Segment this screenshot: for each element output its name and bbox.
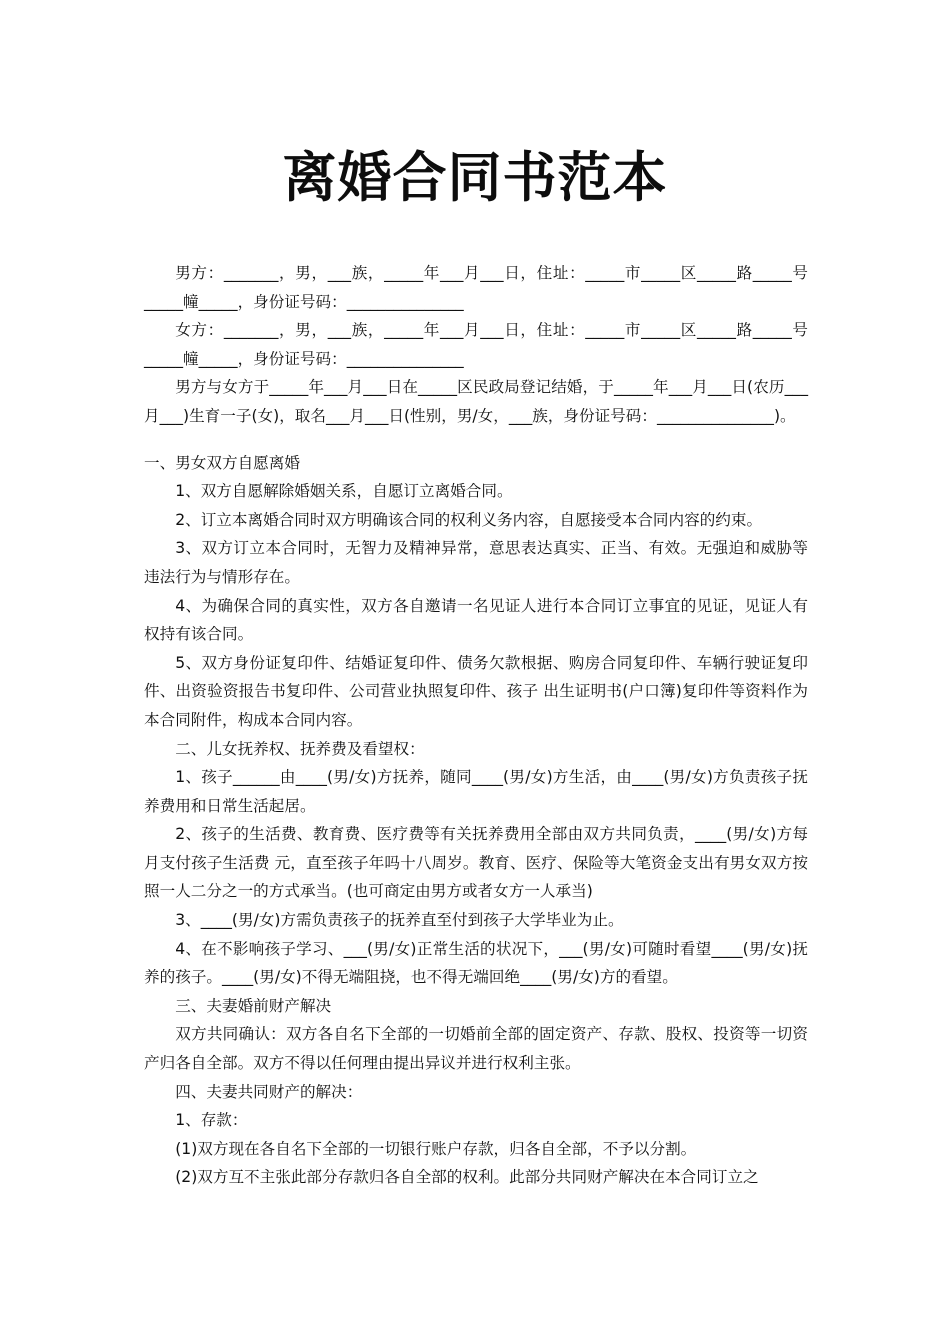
paragraph: 3、双方订立本合同时，无智力及精神异常，意思表达真实、正当、有效。无强迫和威胁等违法行为与情形存在。 <box>144 539 808 586</box>
document-title: 离婚合同书范本 <box>282 146 668 209</box>
paragraph: (1)双方现在各自名下全部的一切银行账户存款，归各自全部，不予以分割。 <box>175 1139 697 1158</box>
paragraph: 5、双方身份证复印件、结婚证复印件、债务欠款根据、购房合同复印件、车辆行驶证复印件、出资验资报告书复印件、公司营业执照复印件、孩子 出生证明书(户口簿)复印件等资料作为本合同附件，构成本合同内容。 <box>144 653 808 729</box>
paragraph: 女方：_______，男，___族，_____年___月___日，住址：_____市_____区_____路_____号_____幢_____，身份证号码：_______________ <box>144 321 808 368</box>
paragraph: 2、订立本离婚合同时双方明确该合同的权利义务内容，自愿接受本合同内容的约束。 <box>175 510 763 529</box>
paragraph: 一、男女双方自愿离婚 <box>144 453 300 472</box>
paragraph: 2、孩子的生活费、教育费、医疗费等有关抚养费用全部由双方共同负责，____(男/女)方每月支付孩子生活费 元，直至孩子年吗十八周岁。教育、医疗、保险等大笔资金支出有男女双方按照一人二分之一的方式承当。(也可商定由男方或者女方一人承当) <box>144 825 808 901</box>
paragraph: (2)双方互不主张此部分存款归各自全部的权利。此部分共同财产解决在本合同订立之 <box>175 1168 759 1187</box>
section-gap <box>144 431 808 449</box>
paragraph: 1、孩子______由____(男/女)方抚养，随同____(男/女)方生活，由____(男/女)方负责孩子抚养费用和日常生活起居。 <box>144 768 808 815</box>
paragraph: 男方与女方于_____年___月___日在_____区民政局登记结婚，于_____年___月___日(农历___月___)生育一子(女)，取名___月___日(性别，男/女，___族，身份证号码：_______________)。 <box>144 378 808 425</box>
paragraph: 3、____(男/女)方需负责孩子的抚养直至付到孩子大学毕业为止。 <box>175 911 624 930</box>
paragraph: 4、在不影响孩子学习、___(男/女)正常生活的状况下，___(男/女)可随时看望____(男/女)抚养的孩子。____(男/女)不得无端阻挠，也不得无端回绝____(男/女)方的看望。 <box>144 939 808 987</box>
paragraph: 1、存款： <box>175 1111 248 1130</box>
paragraph: 男方：_______，男，___族，_____年___月___日，住址：_____市_____区_____路_____号_____幢_____，身份证号码：_______________ <box>144 264 808 311</box>
paragraph: 双方共同确认：双方各自名下全部的一切婚前全部的固定资产、存款、股权、投资等一切资产归各自全部。双方不得以任何理由提出异议并进行权利主张。 <box>144 1025 808 1073</box>
paragraph: 三、夫妻婚前财产解决 <box>175 996 332 1015</box>
paragraph: 二、儿女抚养权、抚养费及看望权： <box>175 739 425 758</box>
paragraph: 1、双方自愿解除婚姻关系，自愿订立离婚合同。 <box>175 482 513 501</box>
paragraph: 4、为确保合同的真实性，双方各自邀请一名见证人进行本合同订立事宜的见证，见证人有权持有该合同。 <box>144 596 808 644</box>
paragraph: 四、夫妻共同财产的解决： <box>175 1082 363 1101</box>
document-body <box>144 259 808 1192</box>
